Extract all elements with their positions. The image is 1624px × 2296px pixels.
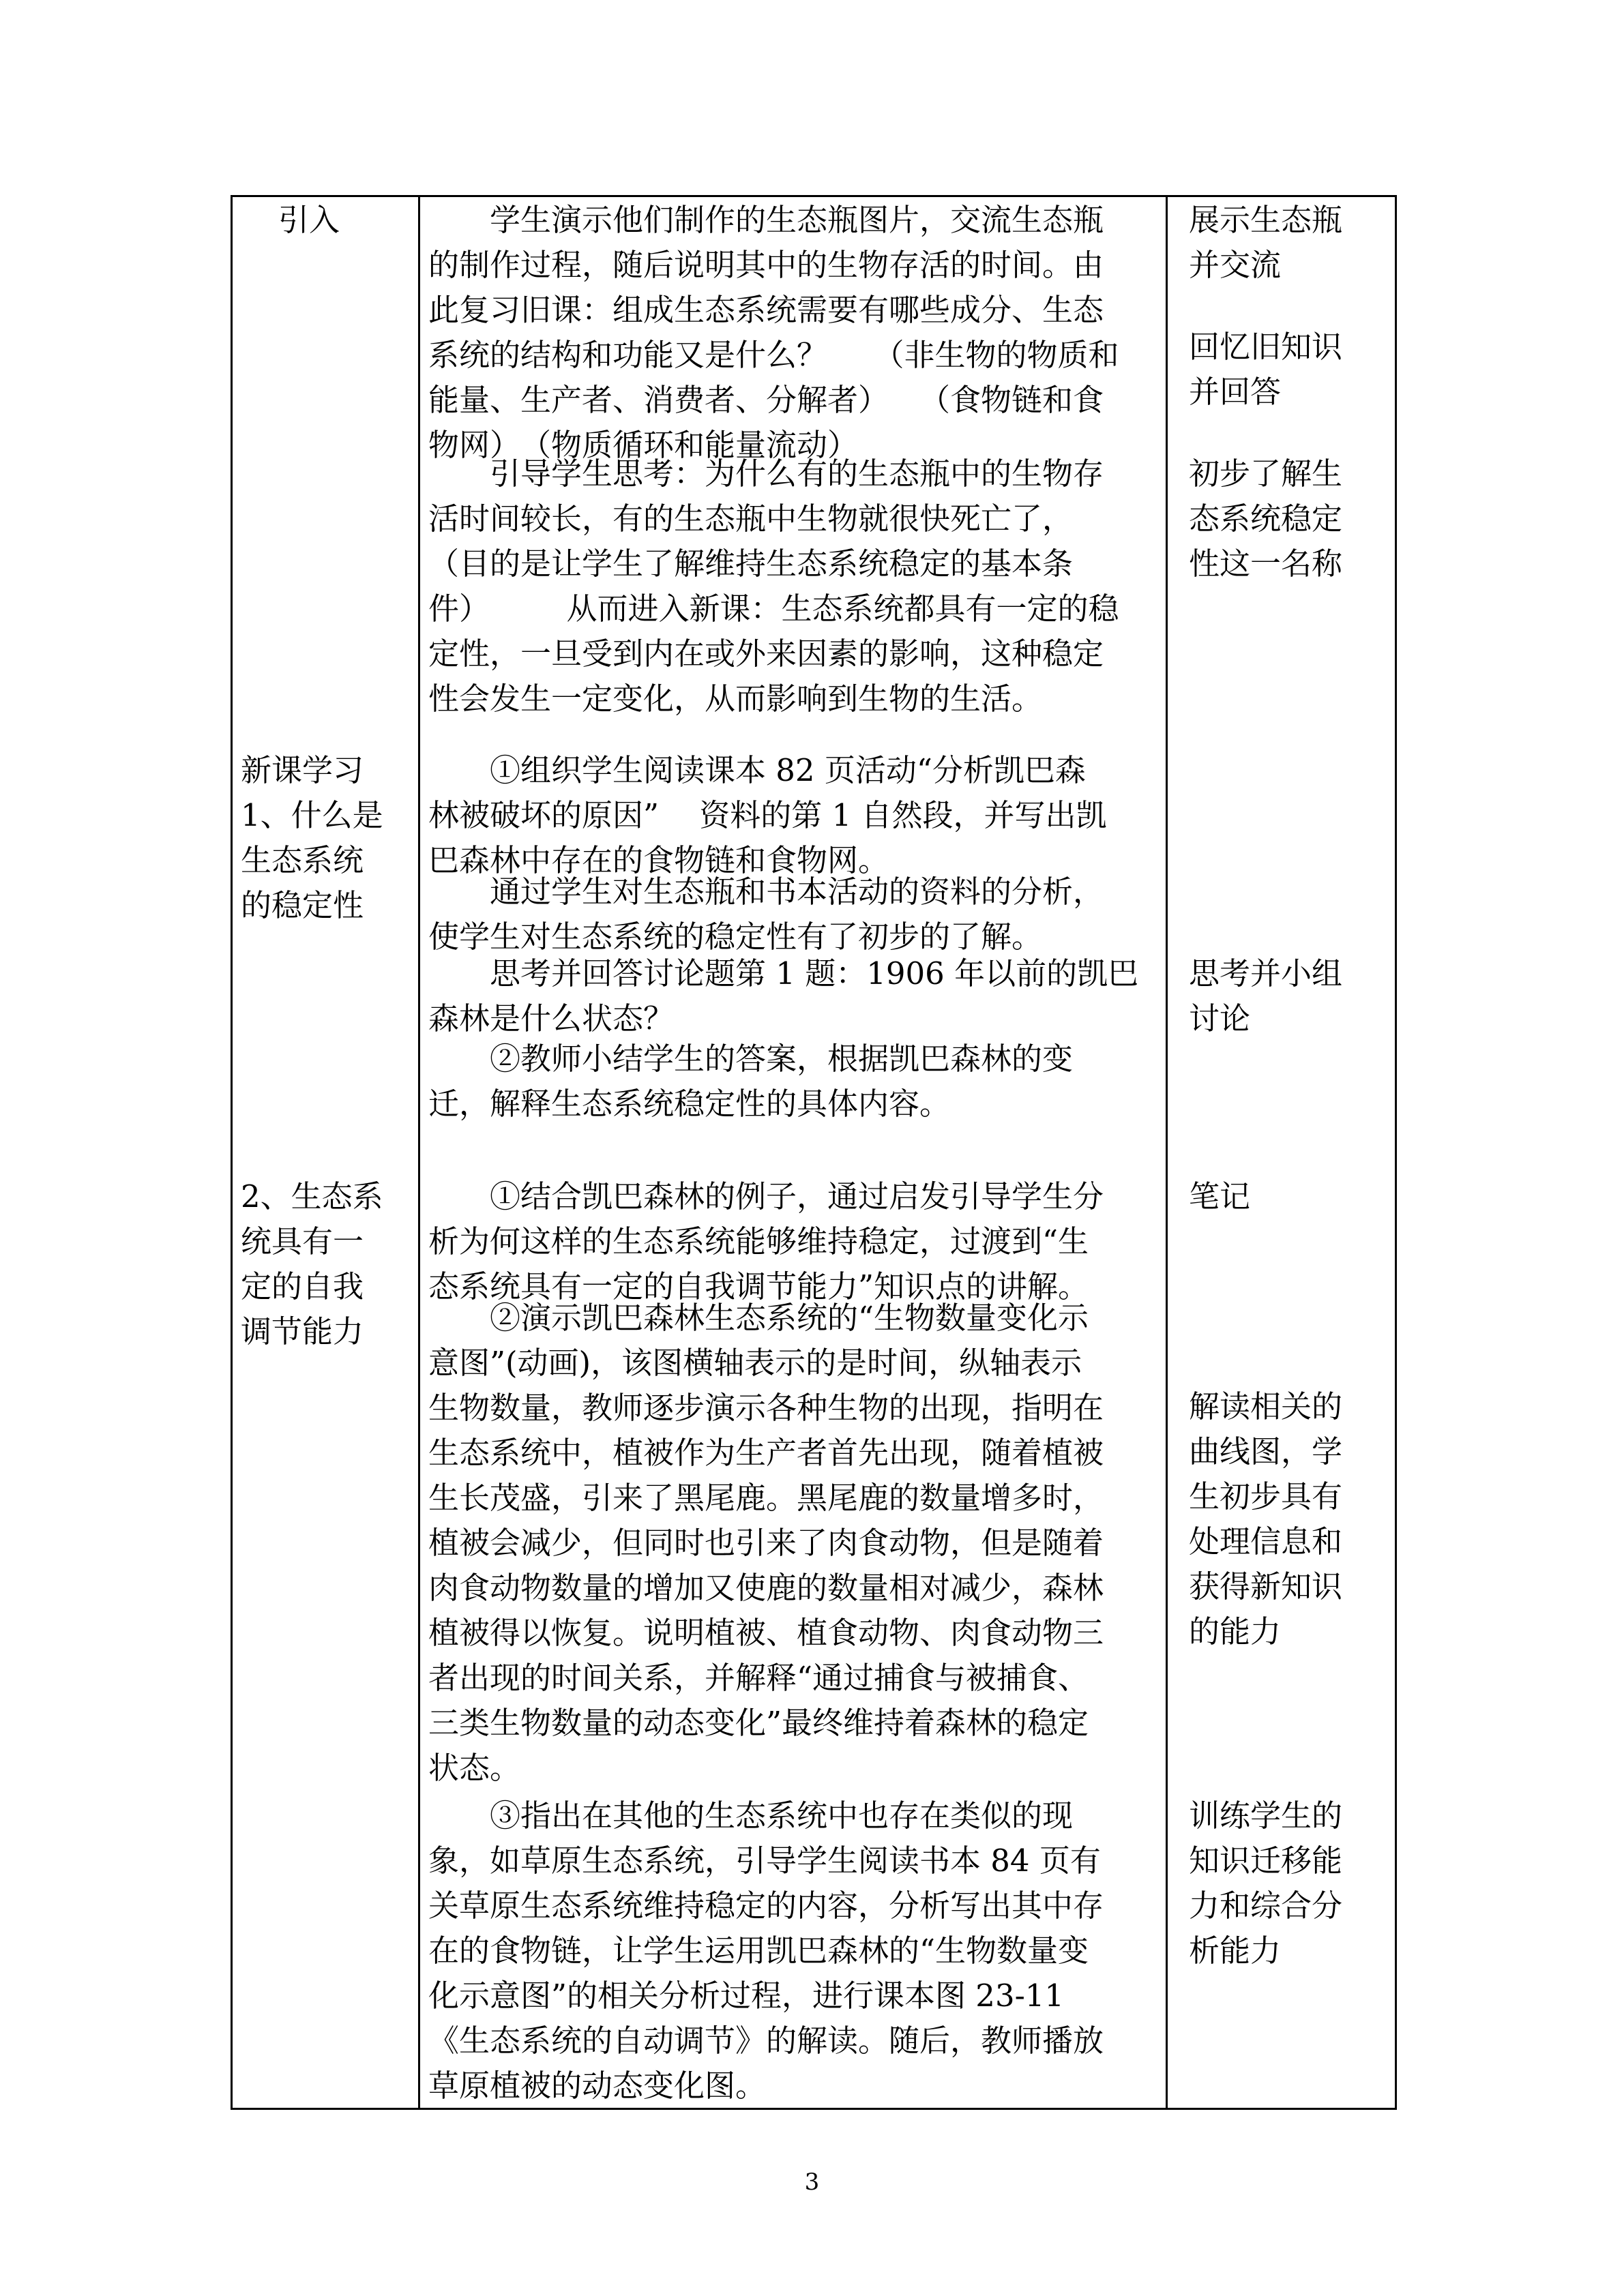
column-divider-left: [418, 197, 420, 2108]
paragraph-reading-activity: ①组织学生阅读课本 82 页活动“分析凯巴森 林被破坏的原因” 资料的第 1 自然段，并写出凯 巴森林中存在的食物链和食物网。: [428, 752, 1107, 878]
note-show-bottle: 展示生态瓶 并交流: [1189, 202, 1343, 283]
paragraph-intro-review: 学生演示他们制作的生态瓶图片，交流生态瓶 的制作过程，随后说明其中的生物存活的时间。由 此复习旧课：组成生态系统需要有哪些成分、生态 系统的结构和功能又是什么？ （非生物的物质和 能量、生产者、消费者、分解者） （食物链和食 物网） （物质循环和能量流动）: [428, 202, 1119, 463]
note-recall: 回忆旧知识 并回答: [1189, 329, 1343, 410]
note-initial-understanding: 初步了解生 态系统稳定 性这一名称: [1189, 456, 1343, 582]
note-knowledge-transfer: 训练学生的 知识迁移能 力和综合分 析能力: [1189, 1798, 1343, 1969]
paragraph-teacher-summary: ②教师小结学生的答案，根据凯巴森林的变 迁，解释生态系统稳定性的具体内容。: [428, 1041, 1074, 1122]
paragraph-guided-thinking: 引导学生思考：为什么有的生态瓶中的生物存 活时间较长，有的生态瓶中生物就很快死亡了， （目的是让学生了解维持生态系统稳定的基本条 件） 从而进入新课：生态系统都具有一定的稳 定性，一旦受到内在或外来因素的影响，这种稳定 性会发生一定变化，从而影响到生物的生活。: [428, 456, 1119, 717]
page-number: 3: [804, 2168, 820, 2196]
note-curve-interpretation: 解读相关的 曲线图，学 生初步具有 处理信息和 获得新知识 的能力: [1189, 1388, 1343, 1650]
note-notes: 笔记: [1189, 1178, 1251, 1214]
paragraph-analysis: 通过学生对生态瓶和书本活动的资料的分析， 使学生对生态系统的稳定性有了初步的了解。: [428, 874, 1104, 955]
paragraph-grassland: ③指出在其他的生态系统中也存在类似的现 象，如草原生态系统，引导学生阅读书本 84 页有 关草原生态系统维持稳定的内容，分析写出其中存 在的食物链，让学生运用凯巴森林的“生物数量变 化示意图”的相关分析过程，进行课本图 23-11 《生态系统的自动调节》的解读。随后，教师播放 草原植被的动态变化图。: [428, 1798, 1104, 2104]
left-label-intro: 引入: [278, 202, 340, 238]
note-group-discussion: 思考并小组 讨论: [1189, 955, 1343, 1037]
paragraph-population-chart: ②演示凯巴森林生态系统的“生物数量变化示 意图”(动画)，该图横轴表示的是时间，纵轴表示 生物数量，教师逐步演示各种生物的出现，指明在 生态系统中，植被作为生产者首先出现，随着植被 生长茂盛，引来了黑尾鹿。黑尾鹿的数量增多时， 植被会减少，但同时也引来了肉食动物，但是随着 肉食动物数量的增加又使鹿的数量相对减少，森林 植被得以恢复。说明植被、植食动物、肉食动物三 者出现的时间关系，并解释“通过捕食与被捕食、 三类生物数量的动态变化”最终维持着森林的稳定 状态。: [428, 1300, 1104, 1786]
paragraph-discussion: 思考并回答讨论题第 1 题：1906 年以前的凯巴 森林是什么状态？: [428, 955, 1139, 1037]
left-label-self-regulation: 2、生态系 统具有一 定的自我 调节能力: [241, 1178, 383, 1350]
paragraph-example-stability: ①结合凯巴森林的例子，通过启发引导学生分 析为何这样的生态系统能够维持稳定，过渡到“生 态系统具有一定的自我调节能力”知识点的讲解。: [428, 1178, 1104, 1304]
column-divider-right: [1166, 197, 1168, 2108]
left-label-new-lesson: 新课学习 1、什么是 生态系统 的稳定性: [241, 752, 383, 923]
